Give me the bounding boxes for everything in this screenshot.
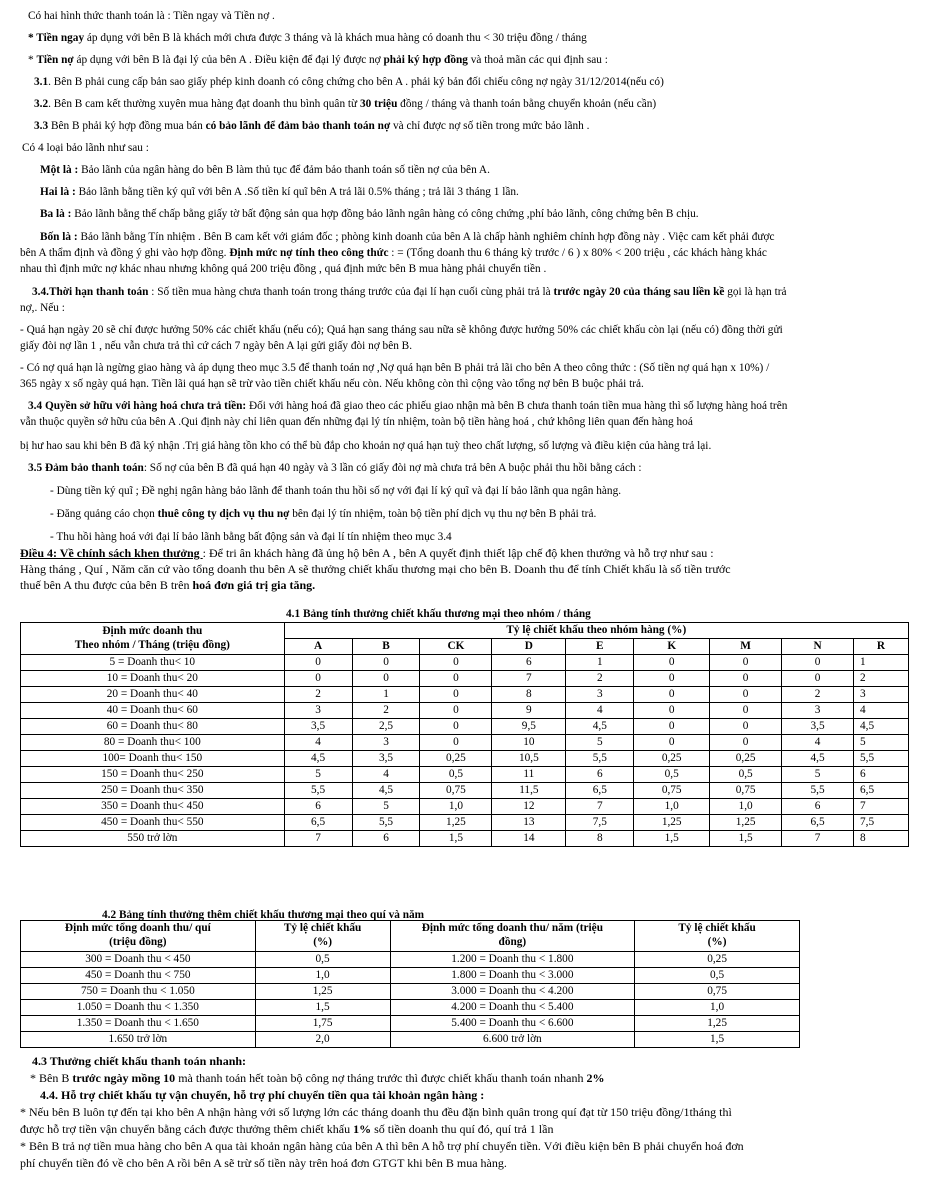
rate-cell: 0 <box>710 703 782 719</box>
rate-cell: 1,25 <box>710 815 782 831</box>
table-4-2-head-year: Định mức tổng doanh thu/ năm (triệu đồng) <box>390 921 635 952</box>
table-row <box>21 984 800 1000</box>
rate-cell: 4 <box>854 703 909 719</box>
rate-cell: 2,5 <box>352 719 420 735</box>
rate-cell: 6,5 <box>782 815 854 831</box>
table-4-1-col-header: E <box>566 639 634 655</box>
credit-payment-text: * Tiền nợ áp dụng với bên B là đại lý của bên A . Điều kiện để đại lý được nợ phải ký hợp đồng và thoả mãn các qui định sau : <box>28 54 608 66</box>
table-row <box>21 831 909 847</box>
rate-cell: 1,25 <box>635 1016 800 1032</box>
rate-cell: 7,5 <box>854 815 909 831</box>
revenue-range-cell: 20 = Doanh thu< 40 <box>21 687 285 703</box>
clause-3-4-deadline-cont: nợ,. Nếu : <box>20 302 65 314</box>
rate-cell: 0,25 <box>635 952 800 968</box>
rate-cell: 0 <box>710 735 782 751</box>
guarantee-3: Ba là : Bảo lãnh bằng thế chấp bằng giấy tờ bất động sản qua hợp đồng bảo lãnh ngân hàng có công chứng ,phí bảo lãnh, công chứng bên B chịu. <box>40 208 699 220</box>
revenue-range-cell: 5 = Doanh thu< 10 <box>21 655 285 671</box>
rate-cell: 0 <box>352 671 420 687</box>
rate-cell: 0 <box>420 671 492 687</box>
article-4-heading: Điều 4: Về chính sách khen thưởng : Để tri ân khách hàng đã ủng hộ bên A , bên A quyết định thiết lập chế độ khen thưởng và hỗ trợ như sau : <box>20 546 714 560</box>
rate-cell: 1,25 <box>255 984 390 1000</box>
table-row <box>21 703 909 719</box>
overdue-rule-2-line-2: 365 ngày x số ngày quá hạn. Tiền lãi quá hạn sẽ trừ vào tiền chiết khấu nếu còn. Nếu không còn thì cộng vào tổng nợ bên B buộc phải trả. <box>20 378 644 390</box>
table-4-1-col-header: M <box>710 639 782 655</box>
revenue-range-cell: 4.200 = Doanh thu < 5.400 <box>390 1000 635 1016</box>
section-4-4-a-line-1: * Nếu bên B luôn tự đến tại kho bên A nhận hàng với số lượng lớn các tháng doanh thu đều đặn bình quân trong quí đạt từ 150 triệu đồng/1tháng thì <box>20 1105 732 1119</box>
rate-cell: 1,0 <box>255 968 390 984</box>
revenue-range-cell: 1.200 = Doanh thu < 1.800 <box>390 952 635 968</box>
rate-cell: 7 <box>566 799 634 815</box>
revenue-range-cell: 250 = Doanh thu< 350 <box>21 783 285 799</box>
table-row <box>21 671 909 687</box>
table-4-1-col-header: B <box>352 639 420 655</box>
ownership-line-2: vẫn thuộc quyền sở hữu của bên A .Qui định này chỉ liên quan đến những đại lý tín nhiệm, toàn bộ tiền hàng hoá , chứ không liên quan đến hàng hoá <box>20 416 693 428</box>
table-4-1-col-header: N <box>782 639 854 655</box>
rate-cell: 0 <box>710 671 782 687</box>
rate-cell: 0,75 <box>710 783 782 799</box>
article-4-body-line-1: Hàng tháng , Quí , Năm căn cứ vào tổng doanh thu bên A sẽ thưởng chiết khấu thương mại cho bên B. Doanh thu để tính Chiết khấu là số tiền trước <box>20 562 731 576</box>
rate-cell: 10 <box>492 735 566 751</box>
rate-cell: 1 <box>566 655 634 671</box>
revenue-range-cell: 1.050 = Doanh thu < 1.350 <box>21 1000 256 1016</box>
guarantee-1: Một là : Bảo lãnh của ngân hàng do bên B làm thủ tục để đảm bảo thanh toán số tiền nợ của bên A. <box>40 164 490 176</box>
rate-cell: 0 <box>634 719 710 735</box>
table-4-2-head-rate-quarter: Tỷ lệ chiết khấu (%) <box>255 921 390 952</box>
discount-table-quarterly-yearly <box>20 920 800 1048</box>
guarantee-2: Hai là : Bảo lãnh bằng tiền ký quĩ với bên A .Số tiền kí quĩ bên A trả lãi 0.5% tháng ; trả lãi 3 tháng 1 lần. <box>40 186 519 198</box>
rate-cell: 0 <box>634 735 710 751</box>
table-row <box>21 751 909 767</box>
rate-cell: 0,25 <box>634 751 710 767</box>
rate-cell: 0,25 <box>710 751 782 767</box>
rate-cell: 1,0 <box>710 799 782 815</box>
rate-cell: 13 <box>492 815 566 831</box>
rate-cell: 2 <box>284 687 352 703</box>
table-row <box>21 968 800 984</box>
rate-cell: 4,5 <box>854 719 909 735</box>
rate-cell: 4,5 <box>352 783 420 799</box>
rate-cell: 0 <box>420 687 492 703</box>
rate-cell: 0,75 <box>634 783 710 799</box>
rate-cell: 6 <box>566 767 634 783</box>
table-row <box>21 687 909 703</box>
table-row <box>21 767 909 783</box>
table-row <box>21 1000 800 1016</box>
table-4-1-body <box>21 655 909 847</box>
rate-cell: 1 <box>854 655 909 671</box>
rate-cell: 9,5 <box>492 719 566 735</box>
rate-cell: 11,5 <box>492 783 566 799</box>
clause-3-1: 3.1. Bên B phải cung cấp bản sao giấy phép kinh doanh có công chứng cho bên A . phải ký bản đối chiếu công nợ ngày 31/12/2014(nếu có) <box>34 76 664 88</box>
rate-cell: 1,5 <box>635 1032 800 1048</box>
rate-cell: 6 <box>492 655 566 671</box>
section-4-4-b-line-1: * Bên B trả nợ tiền mua hàng cho bên A qua tài khoản ngân hàng của bên A thì bên A hỗ trợ phí chuyển tiền. Với điều kiện bên B phải chuyển hoá đơn <box>20 1139 744 1153</box>
rate-cell: 0,75 <box>420 783 492 799</box>
table-4-2-caption: 4.2 Bảng tính thưởng thêm chiết khấu thương mại theo quí và năm <box>102 909 425 921</box>
table-row <box>21 783 909 799</box>
rate-cell: 9 <box>492 703 566 719</box>
recovery-method-3: - Thu hồi hàng hoá với đại lí bảo lãnh bằng bất động sản và đại lí tín nhiệm theo mục 3.4 <box>50 531 452 543</box>
rate-cell: 0,5 <box>255 952 390 968</box>
rate-cell: 0 <box>284 655 352 671</box>
section-4-4-a-line-2: được hỗ trợ tiền vận chuyển bằng cách được thưởng thêm chiết khấu 1% số tiền doanh thu quí đó, quí trả 1 lần <box>20 1122 554 1136</box>
table-4-1-col-header: D <box>492 639 566 655</box>
table-row <box>21 1016 800 1032</box>
rate-cell: 1,5 <box>634 831 710 847</box>
article-4-body-line-2: thuế bên A thu được của bên B trên hoá đơn giá trị gia tăng. <box>20 578 316 592</box>
rate-cell: 4 <box>352 767 420 783</box>
table-row <box>21 655 909 671</box>
guarantee-4-line-2: bên A thẩm định và đồng ý ghi vào hợp đồng. Định mức nợ tính theo công thức : = (Tổng doanh thu 6 tháng kỳ trước / 6 ) x 80% < 200 triệu , các khách hàng khác <box>20 247 767 259</box>
revenue-range-cell: 80 = Doanh thu< 100 <box>21 735 285 751</box>
table-4-1-col-header: A <box>284 639 352 655</box>
table-4-1-col-header: K <box>634 639 710 655</box>
rate-cell: 0 <box>420 735 492 751</box>
rate-cell: 0 <box>634 655 710 671</box>
rate-cell: 0 <box>352 655 420 671</box>
rate-cell: 0 <box>284 671 352 687</box>
revenue-range-cell: 1.650 trở lờn <box>21 1032 256 1048</box>
section-4-4-b-line-2: phí chuyển tiền đó về cho bên A rồi bên A sẽ trừ số tiền này trên hoá đơn GTGT khi bên B mua hàng. <box>20 1156 507 1170</box>
rate-cell: 2,0 <box>255 1032 390 1048</box>
rate-cell: 3 <box>352 735 420 751</box>
table-row <box>21 952 800 968</box>
revenue-range-cell: 10 = Doanh thu< 20 <box>21 671 285 687</box>
table-4-1-caption: 4.1 Bảng tính thưởng chiết khấu thương mại theo nhóm / tháng <box>286 608 591 620</box>
rate-cell: 5 <box>284 767 352 783</box>
rate-cell: 3 <box>284 703 352 719</box>
revenue-range-cell: 150 = Doanh thu< 250 <box>21 767 285 783</box>
rate-cell: 5 <box>566 735 634 751</box>
revenue-range-cell: 1.800 = Doanh thu < 3.000 <box>390 968 635 984</box>
rate-cell: 6 <box>352 831 420 847</box>
rate-cell: 2 <box>566 671 634 687</box>
rate-cell: 11 <box>492 767 566 783</box>
rate-cell: 7 <box>782 831 854 847</box>
revenue-range-cell: 3.000 = Doanh thu < 4.200 <box>390 984 635 1000</box>
payment-intro: Có hai hình thức thanh toán là : Tiền ngay và Tiền nợ . <box>28 10 275 22</box>
table-4-1-head-left: Định mức doanh thu Theo nhóm / Tháng (triệu đồng) <box>21 623 285 655</box>
rate-cell: 0 <box>782 671 854 687</box>
table-row <box>21 735 909 751</box>
rate-cell: 1,0 <box>420 799 492 815</box>
rate-cell: 4,5 <box>284 751 352 767</box>
revenue-range-cell: 450 = Doanh thu < 750 <box>21 968 256 984</box>
guarantee-intro: Có 4 loại bảo lãnh như sau : <box>22 142 149 154</box>
overdue-rule-2-line-1: - Có nợ quá hạn là ngừng giao hàng và áp dụng theo mục 3.5 để thanh toán nợ ,Nợ quá hạn bên B phải trả lãi cho bên A theo công thức : (Số tiền nợ quá hạn x 10%) / <box>20 362 770 374</box>
rate-cell: 1,0 <box>635 1000 800 1016</box>
rate-cell: 7 <box>492 671 566 687</box>
rate-cell: 1,25 <box>634 815 710 831</box>
revenue-range-cell: 1.350 = Doanh thu < 1.650 <box>21 1016 256 1032</box>
rate-cell: 12 <box>492 799 566 815</box>
clause-3-3: 3.3 Bên B phải ký hợp đồng mua bán có bảo lãnh để đảm bảo thanh toán nợ và chỉ được nợ số tiền trong mức bảo lãnh . <box>34 120 590 132</box>
rate-cell: 8 <box>854 831 909 847</box>
rate-cell: 0 <box>634 671 710 687</box>
rate-cell: 0,5 <box>634 767 710 783</box>
table-row <box>21 799 909 815</box>
recovery-method-2: - Đăng quảng cáo chọn thuê công ty dịch vụ thu nợ bên đại lý tín nhiệm, toàn bộ tiền phí dịch vụ thu nợ bên B phải trả. <box>50 508 597 520</box>
rate-cell: 3 <box>782 703 854 719</box>
rate-cell: 0 <box>710 655 782 671</box>
ownership-line-3: bị hư hao sau khi bên B đã ký nhận .Trị giá hàng tồn kho có thể bù đắp cho khoản nợ quá hạn tuỳ theo chất lượng, số lượng và điều kiện của hàng trả lại. <box>20 440 712 452</box>
table-row <box>21 815 909 831</box>
rate-cell: 0 <box>420 703 492 719</box>
rate-cell: 5,5 <box>352 815 420 831</box>
revenue-range-cell: 300 = Doanh thu < 450 <box>21 952 256 968</box>
rate-cell: 6 <box>782 799 854 815</box>
table-4-1-col-header: R <box>854 639 909 655</box>
revenue-range-cell: 450 = Doanh thu< 550 <box>21 815 285 831</box>
rate-cell: 5,5 <box>284 783 352 799</box>
rate-cell: 1,5 <box>710 831 782 847</box>
rate-cell: 2 <box>782 687 854 703</box>
revenue-range-cell: 550 trở lờn <box>21 831 285 847</box>
table-4-2-head-quarter: Định mức tổng doanh thu/ quí (triệu đồng) <box>21 921 256 952</box>
rate-cell: 0,5 <box>710 767 782 783</box>
clause-3-2: 3.2. Bên B cam kết thường xuyên mua hàng đạt doanh thu bình quân từ 30 triệu đồng / tháng và thanh toán bằng chuyển khoản (nếu cần) <box>34 98 657 110</box>
revenue-range-cell: 750 = Doanh thu < 1.050 <box>21 984 256 1000</box>
rate-cell: 0 <box>420 655 492 671</box>
table-4-1-head-right: Tỷ lệ chiết khấu theo nhóm hàng (%) <box>284 623 908 639</box>
rate-cell: 10,5 <box>492 751 566 767</box>
rate-cell: 4,5 <box>782 751 854 767</box>
rate-cell: 4 <box>566 703 634 719</box>
table-4-2-head-rate-year: Tỷ lệ chiết khấu (%) <box>635 921 800 952</box>
rate-cell: 0 <box>634 703 710 719</box>
cash-payment-text: * Tiền ngay áp dụng với bên B là khách mới chưa được 3 tháng và là khách mua hàng có doanh thu < 30 triệu đồng / tháng <box>28 32 587 44</box>
rate-cell: 2 <box>352 703 420 719</box>
table-row <box>21 719 909 735</box>
rate-cell: 5,5 <box>854 751 909 767</box>
rate-cell: 6 <box>854 767 909 783</box>
section-4-3-text: * Bên B trước ngày mồng 10 mà thanh toán hết toàn bộ công nợ tháng trước thì được chiết khấu thanh toán nhanh 2% <box>30 1071 605 1085</box>
overdue-rule-1-line-2: giấy đòi nợ lần 1 , nếu vẫn chưa trả thì cứ cách 7 ngày bên A lại gửi giấy đòi nợ bên B. <box>20 340 413 352</box>
rate-cell: 0 <box>710 687 782 703</box>
rate-cell: 0,25 <box>420 751 492 767</box>
ownership-line-1: 3.4 Quyền sở hữu với hàng hoá chưa trả tiền: Đối với hàng hoá đã giao theo các phiếu giao nhận mà bên B chưa thanh toán tiền mua hàng thì số lượng hàng hoá trên <box>28 400 788 412</box>
rate-cell: 4,5 <box>566 719 634 735</box>
rate-cell: 1,0 <box>634 799 710 815</box>
rate-cell: 6,5 <box>566 783 634 799</box>
guarantee-4-line-1: Bốn là : Bảo lãnh bằng Tín nhiệm . Bên B cam kết với giám đốc ; phòng kinh doanh của bên A là chấp hành nghiêm chỉnh hợp đồng này . Việc cam kết phải được <box>40 231 775 243</box>
revenue-range-cell: 60 = Doanh thu< 80 <box>21 719 285 735</box>
revenue-range-cell: 6.600 trở lờn <box>390 1032 635 1048</box>
revenue-range-cell: 40 = Doanh thu< 60 <box>21 703 285 719</box>
revenue-range-cell: 5.400 = Doanh thu < 6.600 <box>390 1016 635 1032</box>
recovery-method-1: - Dùng tiền ký quĩ ; Đề nghị ngân hàng bảo lãnh để thanh toán thu hồi số nợ với đại lí ký quĩ và đại lí bảo lãnh qua ngân hàng. <box>50 485 622 497</box>
rate-cell: 1 <box>352 687 420 703</box>
rate-cell: 1,75 <box>255 1016 390 1032</box>
rate-cell: 1,5 <box>420 831 492 847</box>
rate-cell: 4 <box>284 735 352 751</box>
rate-cell: 5 <box>782 767 854 783</box>
rate-cell: 5 <box>352 799 420 815</box>
table-4-2-body <box>21 952 800 1048</box>
overdue-rule-1-line-1: - Quá hạn ngày 20 sẽ chỉ được hưởng 50% các chiết khấu (nếu có); Quá hạn sang tháng sau nữa sẽ không được hưởng 50% các chiết khấu còn lại (nếu có) đồng thời gửi <box>20 324 783 336</box>
rate-cell: 3,5 <box>782 719 854 735</box>
rate-cell: 0,5 <box>420 767 492 783</box>
rate-cell: 7 <box>854 799 909 815</box>
rate-cell: 4 <box>782 735 854 751</box>
rate-cell: 8 <box>492 687 566 703</box>
clause-3-5: 3.5 Đảm bảo thanh toán: Số nợ của bên B đã quá hạn 40 ngày và 3 lần có giấy đòi nợ mà chưa trả bên A buộc phải thu hồi bằng cách : <box>28 462 642 474</box>
table-row <box>21 1032 800 1048</box>
rate-cell: 3 <box>566 687 634 703</box>
rate-cell: 8 <box>566 831 634 847</box>
rate-cell: 0,5 <box>635 968 800 984</box>
section-4-3-title: 4.3 Thưởng chiết khấu thanh toán nhanh: <box>32 1054 247 1068</box>
rate-cell: 6 <box>284 799 352 815</box>
rate-cell: 14 <box>492 831 566 847</box>
revenue-range-cell: 350 = Doanh thu< 450 <box>21 799 285 815</box>
rate-cell: 0,75 <box>635 984 800 1000</box>
rate-cell: 3,5 <box>352 751 420 767</box>
rate-cell: 1,25 <box>420 815 492 831</box>
rate-cell: 7 <box>284 831 352 847</box>
rate-cell: 5,5 <box>566 751 634 767</box>
discount-table-monthly <box>20 622 909 847</box>
rate-cell: 6,5 <box>284 815 352 831</box>
rate-cell: 7,5 <box>566 815 634 831</box>
table-4-1-col-header: CK <box>420 639 492 655</box>
rate-cell: 5 <box>854 735 909 751</box>
rate-cell: 5,5 <box>782 783 854 799</box>
revenue-range-cell: 100= Doanh thu< 150 <box>21 751 285 767</box>
guarantee-4-line-3: nhau thì định mức nợ khác nhau nhưng không quá 200 triệu đồng , quá định mức bên B mua hàng phải chuyển tiền . <box>20 263 547 275</box>
rate-cell: 2 <box>854 671 909 687</box>
rate-cell: 0 <box>634 687 710 703</box>
rate-cell: 6,5 <box>854 783 909 799</box>
rate-cell: 0 <box>782 655 854 671</box>
rate-cell: 3 <box>854 687 909 703</box>
clause-3-4-deadline: 3.4.Thời hạn thanh toán : Số tiền mua hàng chưa thanh toán trong tháng trước của đại lí hạn cuối cùng phải trả là trước ngày 20 của tháng sau liền kề gọi là hạn trả <box>32 286 787 298</box>
rate-cell: 1,5 <box>255 1000 390 1016</box>
rate-cell: 0 <box>420 719 492 735</box>
section-4-4-title: 4.4. Hỗ trợ chiết khấu tự vận chuyển, hỗ trợ phí chuyển tiền qua tài khoản ngân hàng : <box>40 1088 485 1102</box>
rate-cell: 3,5 <box>284 719 352 735</box>
rate-cell: 0 <box>710 719 782 735</box>
